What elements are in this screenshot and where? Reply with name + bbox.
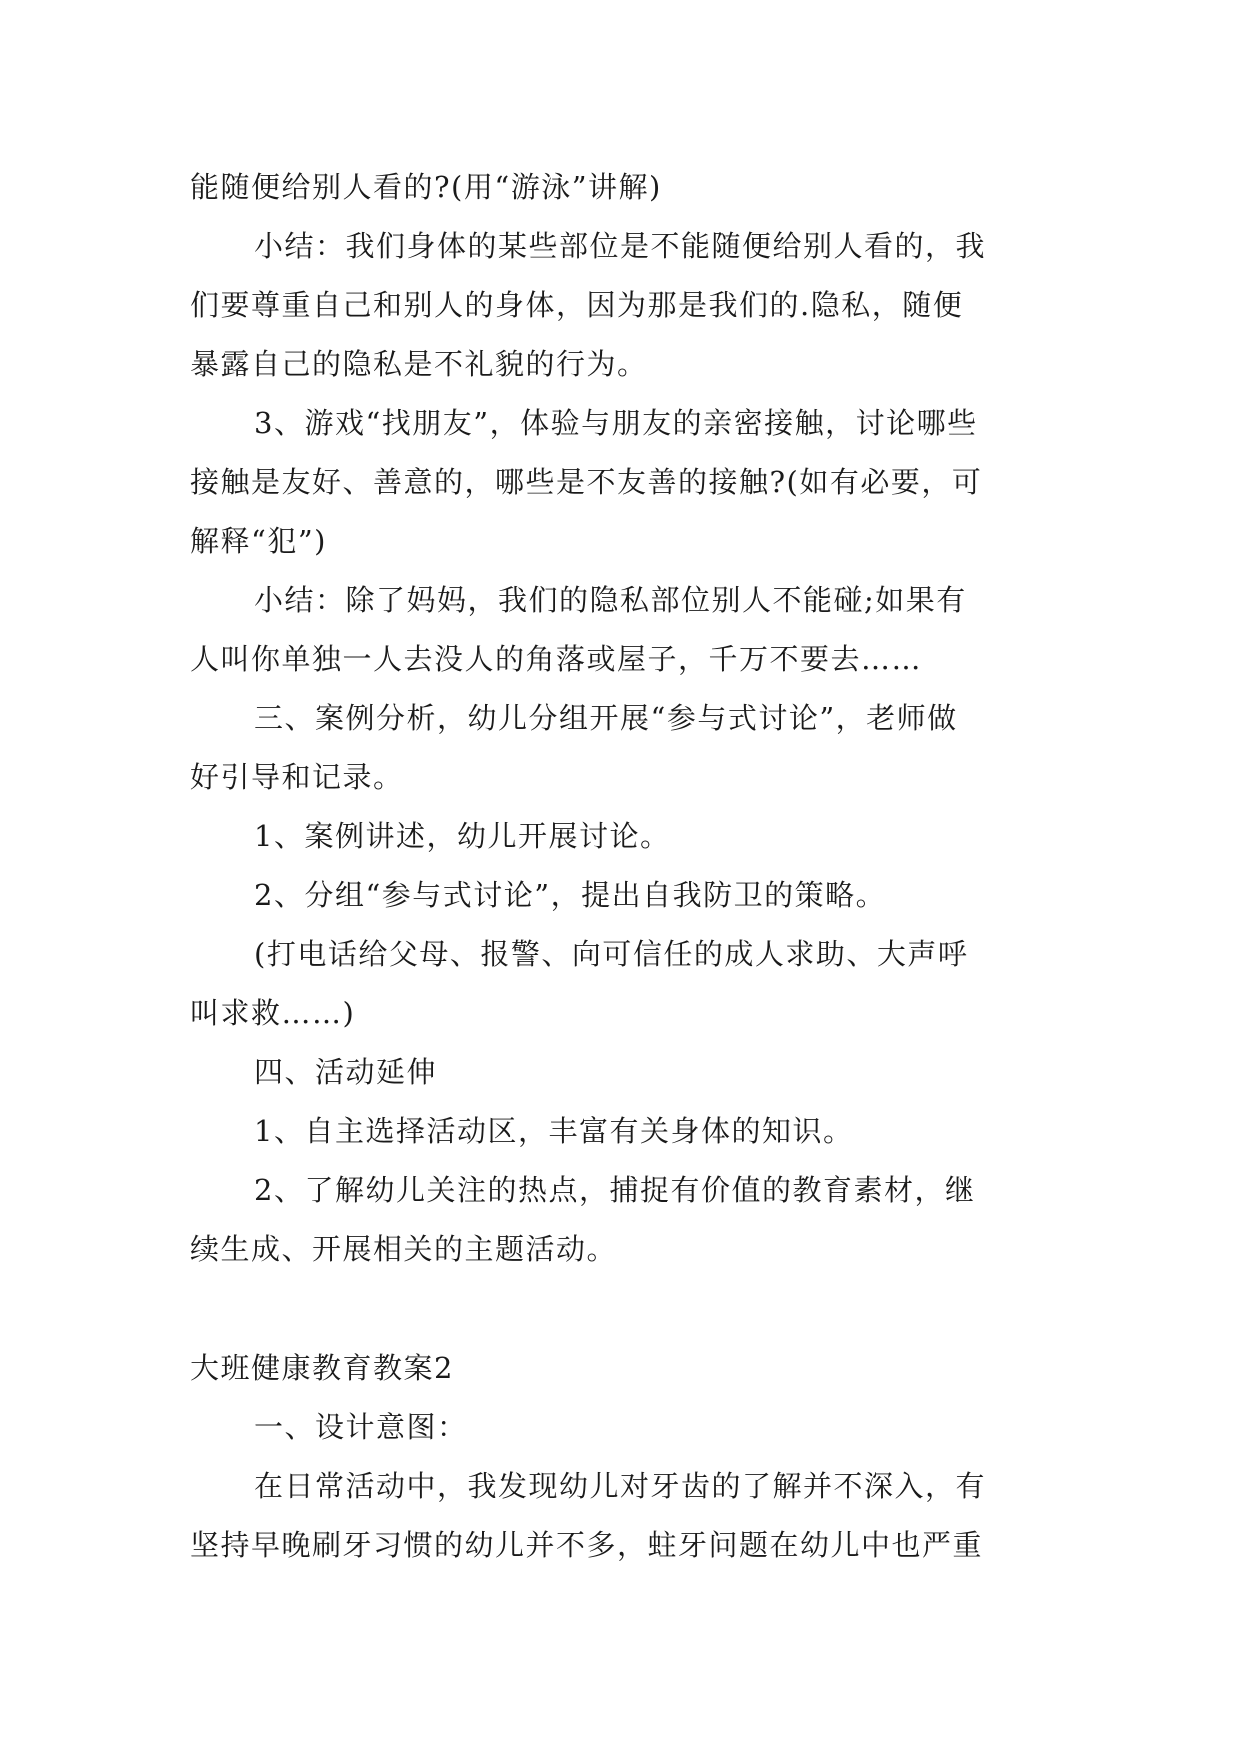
paragraph-line: 四、活动延伸: [254, 1055, 438, 1089]
document-page: [190, 158, 1050, 1575]
paragraph-line: 小结：除了妈妈，我们的隐私部位别人不能碰;如果有: [254, 583, 967, 617]
paragraph-line: 三、案例分析，幼儿分组开展“参与式讨论”，老师做: [254, 701, 958, 735]
paragraph-line: 接触是友好、善意的，哪些是不友善的接触?(如有必要，可: [190, 465, 983, 499]
paragraph-line: 1、自主选择活动区，丰富有关身体的知识。: [254, 1114, 854, 1148]
document-body-part1: [190, 158, 1050, 1279]
paragraph-line: 们要尊重自己和别人的身体，因为那是我们的.隐私，随便: [190, 288, 964, 322]
paragraph-line: 叫求救……): [190, 996, 356, 1030]
paragraph-line: 3、游戏“找朋友”，体验与朋友的亲密接触，讨论哪些: [254, 406, 978, 440]
section-title: 大班健康教育教案2: [190, 1351, 454, 1385]
paragraph-line: 人叫你单独一人去没人的角落或屋子，千万不要去……: [190, 642, 923, 676]
document-body-part2: [190, 1398, 1050, 1575]
paragraph-line: 坚持早晚刷牙习惯的幼儿并不多，蛀牙问题在幼儿中也严重: [190, 1528, 984, 1562]
paragraph-line: 暴露自己的隐私是不礼貌的行为。: [190, 347, 648, 381]
paragraph-line: 好引导和记录。: [190, 760, 404, 794]
paragraph-line: 1、案例讲述，幼儿开展讨论。: [254, 819, 671, 853]
paragraph-line: 小结：我们身体的某些部位是不能随便给别人看的，我: [254, 229, 987, 263]
paragraph-line: 2、分组“参与式讨论”，提出自我防卫的策略。: [254, 878, 887, 912]
paragraph-line: 一、设计意图：: [254, 1410, 468, 1444]
paragraph-line: 在日常活动中，我发现幼儿对牙齿的了解并不深入，有: [254, 1469, 987, 1503]
paragraph-line: 解释“犯”): [190, 524, 327, 558]
paragraph-line: 2、了解幼儿关注的热点，捕捉有价值的教育素材，继: [254, 1173, 976, 1207]
paragraph-line: 能随便给别人看的?(用“游泳”讲解): [190, 170, 662, 204]
section-gap: [190, 1279, 1050, 1339]
paragraph-line: 续生成、开展相关的主题活动。: [190, 1232, 618, 1266]
paragraph-line: (打电话给父母、报警、向可信任的成人求助、大声呼: [254, 937, 969, 971]
